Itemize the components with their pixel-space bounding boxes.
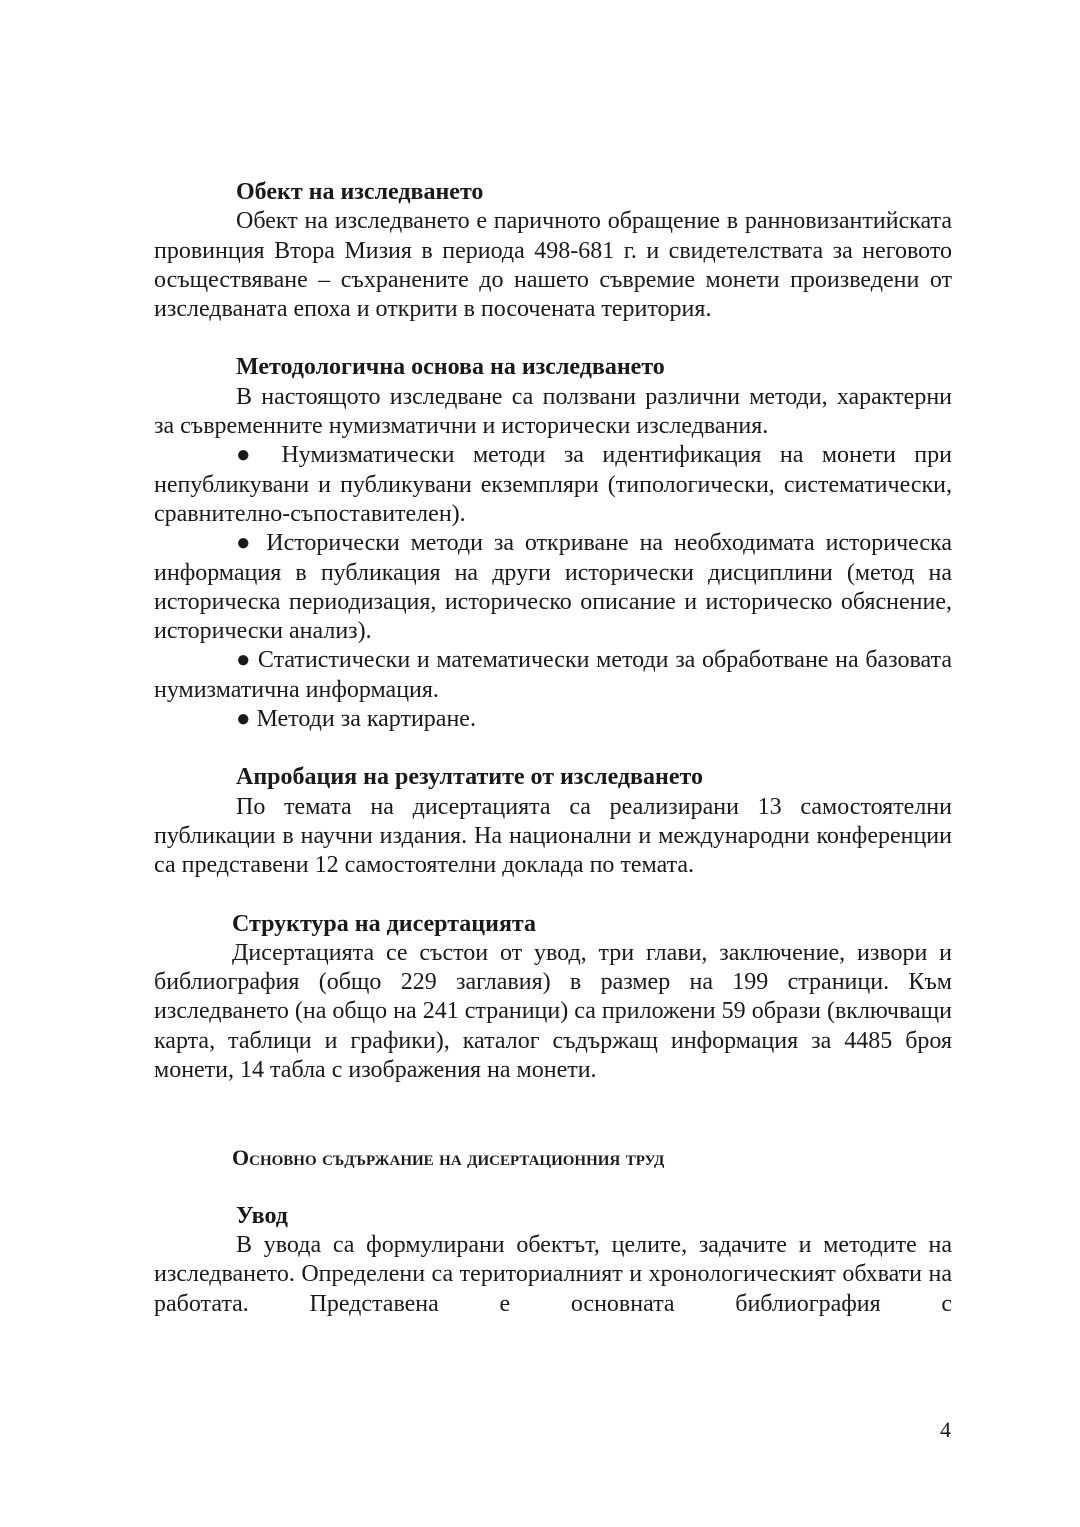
method-list-item: ● Исторически методи за откриване на необходимата историческа информация в публикация на други исторически дисциплини (метод на историческа периодизация, историческо описание и историческо обяснение, исторически анализ). bbox=[154, 530, 952, 645]
section-heading-object: Обект на изследването bbox=[236, 179, 484, 205]
section-methodology bbox=[154, 353, 952, 734]
paragraph-object: Обект на изследването е паричното обращение в ранновизантийската провинция Втора Мизия в периода 498-681 г. и свидетелствата за неговото осъществяване – съхранените до нашето съвремие монети произведени от изследваната епоха и открити в посочената територия. bbox=[154, 208, 952, 323]
section-introduction bbox=[154, 1202, 952, 1319]
spacer bbox=[154, 1173, 952, 1202]
paragraph-methodology-intro: В настоящото изследване са ползвани различни методи, характерни за съвременните нумизматични и исторически изследвания. bbox=[154, 383, 952, 440]
section-heading-introduction: Увод bbox=[236, 1202, 288, 1229]
section-main-content bbox=[154, 1143, 952, 1172]
spacer bbox=[154, 881, 952, 910]
spacer bbox=[154, 734, 952, 763]
section-heading-methodology: Методологична основа на изследването bbox=[236, 354, 665, 381]
method-list-item: ● Нумизматически методи за идентификация на монети при непубликувани и публикувани екземпляри (типологически, систематически, сравнително-съпоставителен). bbox=[154, 442, 952, 527]
section-approbation bbox=[154, 763, 952, 880]
section-heading-approbation: Апробация на резултатите от изследването bbox=[236, 764, 703, 791]
section-heading-structure: Структура на дисертацията bbox=[232, 910, 537, 937]
paragraph-structure: Дисертацията се състои от увод, три глави, заключение, извори и библиография (общо 229 заглавия) в размер на 199 страници. Към изследването (на общо на 241 страници) са приложени 59 образи (включващи карта, таблици и графики), каталог съдържащ информация за 4485 броя монети, 14 табла с изображения на монети. bbox=[154, 939, 952, 1084]
page-number: 4 bbox=[940, 1417, 951, 1442]
spacer bbox=[154, 1085, 952, 1143]
section-object bbox=[154, 178, 952, 324]
method-list-item: ● Методи за картиране. bbox=[236, 706, 476, 733]
document-body bbox=[154, 178, 952, 1319]
chapter-heading-main-content: Основно съдържание на дисертационния труд bbox=[232, 1145, 665, 1171]
method-list-item: ● Статистически и математически методи за обработване на базовата нумизматична информация. bbox=[154, 647, 952, 703]
spacer bbox=[154, 324, 952, 353]
paragraph-introduction: В увода са формулирани обектът, целите, задачите и методите на изследването. Определени са териториалният и хронологическият обхвати на работата. Представена е основната библиография с bbox=[154, 1231, 952, 1317]
section-structure bbox=[154, 910, 952, 1086]
paragraph-approbation: По темата на дисертацията са реализирани 13 самостоятелни публикации в научни издания. На национални и международни конференции са представени 12 самостоятелни доклада по темата. bbox=[154, 793, 952, 879]
